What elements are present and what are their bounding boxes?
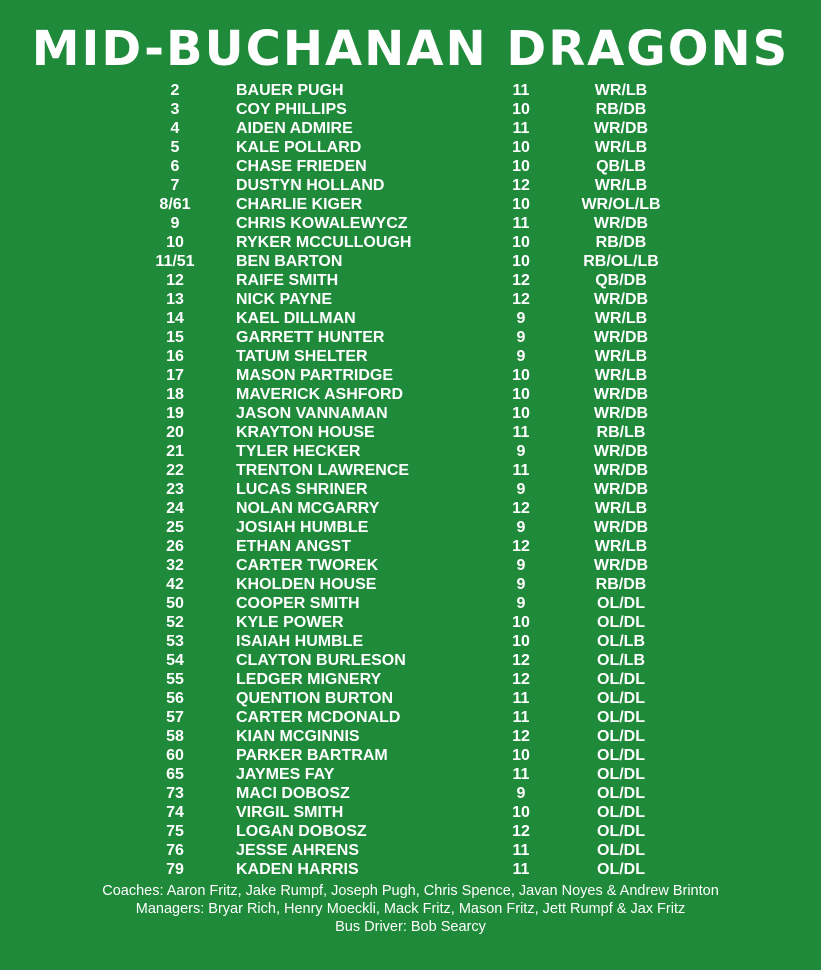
player-position: WR/DB [593,120,649,137]
player-number: 73 [166,785,184,802]
player-name: CARTER TWOREK [236,557,379,574]
player-name: TYLER HECKER [236,443,361,460]
player-position: RB/OL/LB [583,253,659,270]
player-grade: 11 [512,120,530,137]
player-position: QB/DB [595,272,647,289]
player-position: WR/LB [594,367,648,384]
player-number: 42 [166,576,184,593]
player-position: WR/DB [593,519,649,536]
player-position: WR/DB [593,386,649,403]
player-name: KIAN MCGINNIS [236,728,360,745]
player-grade: 9 [516,310,526,327]
player-number: 10 [166,234,184,251]
roster-row [0,214,821,233]
player-position: RB/DB [595,234,647,251]
player-position: WR/OL/LB [581,196,661,213]
player-grade: 9 [516,443,526,460]
player-grade: 12 [512,500,530,517]
roster-row [0,252,821,271]
player-name: CHRIS KOWALEWYCZ [236,215,408,232]
roster-row [0,233,821,252]
player-grade: 10 [512,253,530,270]
player-position: WR/DB [593,405,649,422]
player-number: 3 [170,101,180,118]
player-name: KYLE POWER [236,614,344,631]
player-position: WR/DB [593,215,649,232]
roster-list [0,81,821,879]
player-grade: 10 [512,633,530,650]
player-grade: 9 [516,481,526,498]
player-grade: 9 [516,595,526,612]
player-position: RB/DB [595,101,647,118]
bus-driver-line: Bus Driver: Bob Searcy [335,919,486,935]
roster-row [0,556,821,575]
player-name: PARKER BARTRAM [236,747,388,764]
player-grade: 10 [512,386,530,403]
player-position: WR/LB [594,538,648,555]
roster-row [0,727,821,746]
player-position: OL/DL [597,861,645,878]
player-number: 53 [166,633,184,650]
player-number: 8/61 [159,196,191,213]
player-number: 12 [166,272,184,289]
player-name: KHOLDEN HOUSE [236,576,377,593]
player-number: 20 [166,424,184,441]
player-name: ETHAN ANGST [236,538,351,555]
player-grade: 9 [516,557,526,574]
roster-row [0,480,821,499]
roster-row [0,461,821,480]
player-number: 76 [166,842,184,859]
player-grade: 10 [512,234,530,251]
player-position: RB/DB [595,576,647,593]
managers-line: Managers: Bryar Rich, Henry Moeckli, Mack Fritz, Mason Fritz, Jett Rumpf & Jax Fritz [135,901,686,917]
staff-credits [0,882,821,936]
roster-row [0,746,821,765]
player-name: BAUER PUGH [236,82,344,99]
player-grade: 10 [512,614,530,631]
player-number: 6 [170,158,180,175]
roster-row [0,290,821,309]
player-number: 75 [166,823,184,840]
player-number: 18 [166,386,184,403]
player-position: WR/DB [593,557,649,574]
player-number: 26 [166,538,184,555]
roster-row [0,138,821,157]
page-title: MID-BUCHANAN DRAGONS [31,21,790,77]
roster-row [0,176,821,195]
player-number: 25 [166,519,184,536]
roster-row [0,822,821,841]
roster-row [0,442,821,461]
player-position: OL/DL [597,728,645,745]
player-name: LOGAN DOBOSZ [236,823,367,840]
player-name: KALE POLLARD [236,139,362,156]
player-position: WR/DB [593,291,649,308]
player-grade: 11 [512,861,530,878]
player-number: 57 [166,709,184,726]
player-name: GARRETT HUNTER [236,329,385,346]
player-grade: 10 [512,139,530,156]
roster-row [0,689,821,708]
player-number: 14 [166,310,184,327]
player-number: 24 [166,500,184,517]
player-grade: 11 [512,709,530,726]
player-number: 11/51 [155,253,195,270]
player-grade: 11 [512,424,530,441]
player-grade: 12 [512,538,530,555]
player-position: OL/DL [597,842,645,859]
roster-row [0,518,821,537]
player-position: WR/LB [594,177,648,194]
player-position: OL/LB [597,633,645,650]
player-grade: 12 [512,671,530,688]
player-grade: 11 [512,215,530,232]
player-name: LEDGER MIGNERY [236,671,382,688]
player-name: LUCAS SHRINER [236,481,368,498]
player-position: QB/LB [596,158,646,175]
player-grade: 11 [512,462,530,479]
player-name: TATUM SHELTER [236,348,368,365]
player-name: TRENTON LAWRENCE [236,462,410,479]
roster-row [0,385,821,404]
player-grade: 10 [512,367,530,384]
player-number: 13 [166,291,184,308]
player-number: 32 [166,557,184,574]
roster-row [0,404,821,423]
player-position: WR/LB [594,310,648,327]
player-grade: 10 [512,101,530,118]
player-grade: 12 [512,823,530,840]
player-name: ISAIAH HUMBLE [236,633,364,650]
player-position: OL/DL [597,823,645,840]
player-name: JESSE AHRENS [236,842,359,859]
player-name: AIDEN ADMIRE [236,120,353,137]
player-number: 21 [166,443,184,460]
player-position: WR/LB [594,348,648,365]
player-position: OL/DL [597,766,645,783]
player-grade: 12 [512,177,530,194]
player-grade: 12 [512,728,530,745]
player-grade: 12 [512,652,530,669]
player-name: CLAYTON BURLESON [236,652,406,669]
player-name: JOSIAH HUMBLE [236,519,369,536]
roster-row [0,423,821,442]
roster-row [0,366,821,385]
player-number: 54 [166,652,184,669]
player-number: 60 [166,747,184,764]
player-position: WR/DB [593,329,649,346]
roster-row [0,708,821,727]
roster-row [0,347,821,366]
roster-row [0,81,821,100]
player-name: BEN BARTON [236,253,343,270]
player-name: NICK PAYNE [236,291,333,308]
player-grade: 10 [512,158,530,175]
player-grade: 11 [512,82,530,99]
player-grade: 10 [512,196,530,213]
player-position: OL/DL [597,690,645,707]
player-number: 65 [166,766,184,783]
player-name: MACI DOBOSZ [236,785,350,802]
player-number: 2 [170,82,180,99]
player-number: 9 [170,215,180,232]
roster-row [0,309,821,328]
player-grade: 10 [512,747,530,764]
roster-row [0,119,821,138]
roster-row [0,841,821,860]
player-position: WR/LB [594,82,648,99]
player-position: WR/DB [593,481,649,498]
player-position: OL/DL [597,614,645,631]
player-number: 58 [166,728,184,745]
coaches-line: Coaches: Aaron Fritz, Jake Rumpf, Joseph Pugh, Chris Spence, Javan Noyes & Andrew Brinton [102,883,719,899]
player-name: MASON PARTRIDGE [236,367,394,384]
player-number: 74 [166,804,184,821]
roster-row [0,195,821,214]
player-number: 4 [170,120,180,137]
player-name: KAEL DILLMAN [236,310,356,327]
player-position: OL/DL [597,595,645,612]
player-name: COY PHILLIPS [236,101,347,118]
player-grade: 11 [512,842,530,859]
player-position: OL/DL [597,785,645,802]
player-name: MAVERICK ASHFORD [236,386,404,403]
player-grade: 9 [516,329,526,346]
player-number: 79 [166,861,184,878]
player-number: 15 [166,329,184,346]
player-grade: 9 [516,576,526,593]
player-position: WR/LB [594,139,648,156]
player-number: 7 [170,177,180,194]
player-grade: 10 [512,405,530,422]
player-grade: 9 [516,785,526,802]
player-position: RB/LB [596,424,646,441]
player-position: OL/DL [597,709,645,726]
roster-row [0,271,821,290]
player-number: 56 [166,690,184,707]
roster-row [0,613,821,632]
roster-row [0,784,821,803]
player-grade: 9 [516,348,526,365]
roster-row [0,632,821,651]
player-position: OL/DL [597,747,645,764]
player-position: OL/DL [597,671,645,688]
player-grade: 12 [512,272,530,289]
player-number: 5 [170,139,180,156]
player-grade: 12 [512,291,530,308]
player-number: 22 [166,462,184,479]
roster-row [0,100,821,119]
roster-row [0,157,821,176]
player-grade: 11 [512,690,530,707]
player-name: JASON VANNAMAN [236,405,388,422]
roster-row [0,651,821,670]
player-number: 52 [166,614,184,631]
player-grade: 10 [512,804,530,821]
player-number: 50 [166,595,184,612]
player-position: WR/DB [593,462,649,479]
player-position: WR/LB [594,500,648,517]
player-name: CHARLIE KIGER [236,196,363,213]
player-name: RYKER MCCULLOUGH [236,234,412,251]
player-position: OL/LB [597,652,645,669]
player-name: KRAYTON HOUSE [236,424,375,441]
player-number: 16 [166,348,184,365]
player-name: JAYMES FAY [236,766,335,783]
roster-row [0,537,821,556]
roster-row [0,328,821,347]
player-name: RAIFE SMITH [236,272,339,289]
player-name: CARTER MCDONALD [236,709,401,726]
player-name: QUENTION BURTON [236,690,394,707]
player-grade: 11 [512,766,530,783]
roster-row [0,575,821,594]
player-position: OL/DL [597,804,645,821]
player-number: 55 [166,671,184,688]
player-name: COOPER SMITH [236,595,360,612]
player-name: CHASE FRIEDEN [236,158,367,175]
player-name: VIRGIL SMITH [236,804,344,821]
player-position: WR/DB [593,443,649,460]
player-number: 17 [166,367,184,384]
roster-row [0,594,821,613]
player-name: NOLAN MCGARRY [236,500,380,517]
player-number: 23 [166,481,184,498]
player-number: 19 [166,405,184,422]
roster-row [0,803,821,822]
roster-row [0,765,821,784]
roster-row [0,499,821,518]
roster-row [0,860,821,879]
player-name: KADEN HARRIS [236,861,359,878]
roster-row [0,670,821,689]
player-grade: 9 [516,519,526,536]
player-name: DUSTYN HOLLAND [236,177,385,194]
